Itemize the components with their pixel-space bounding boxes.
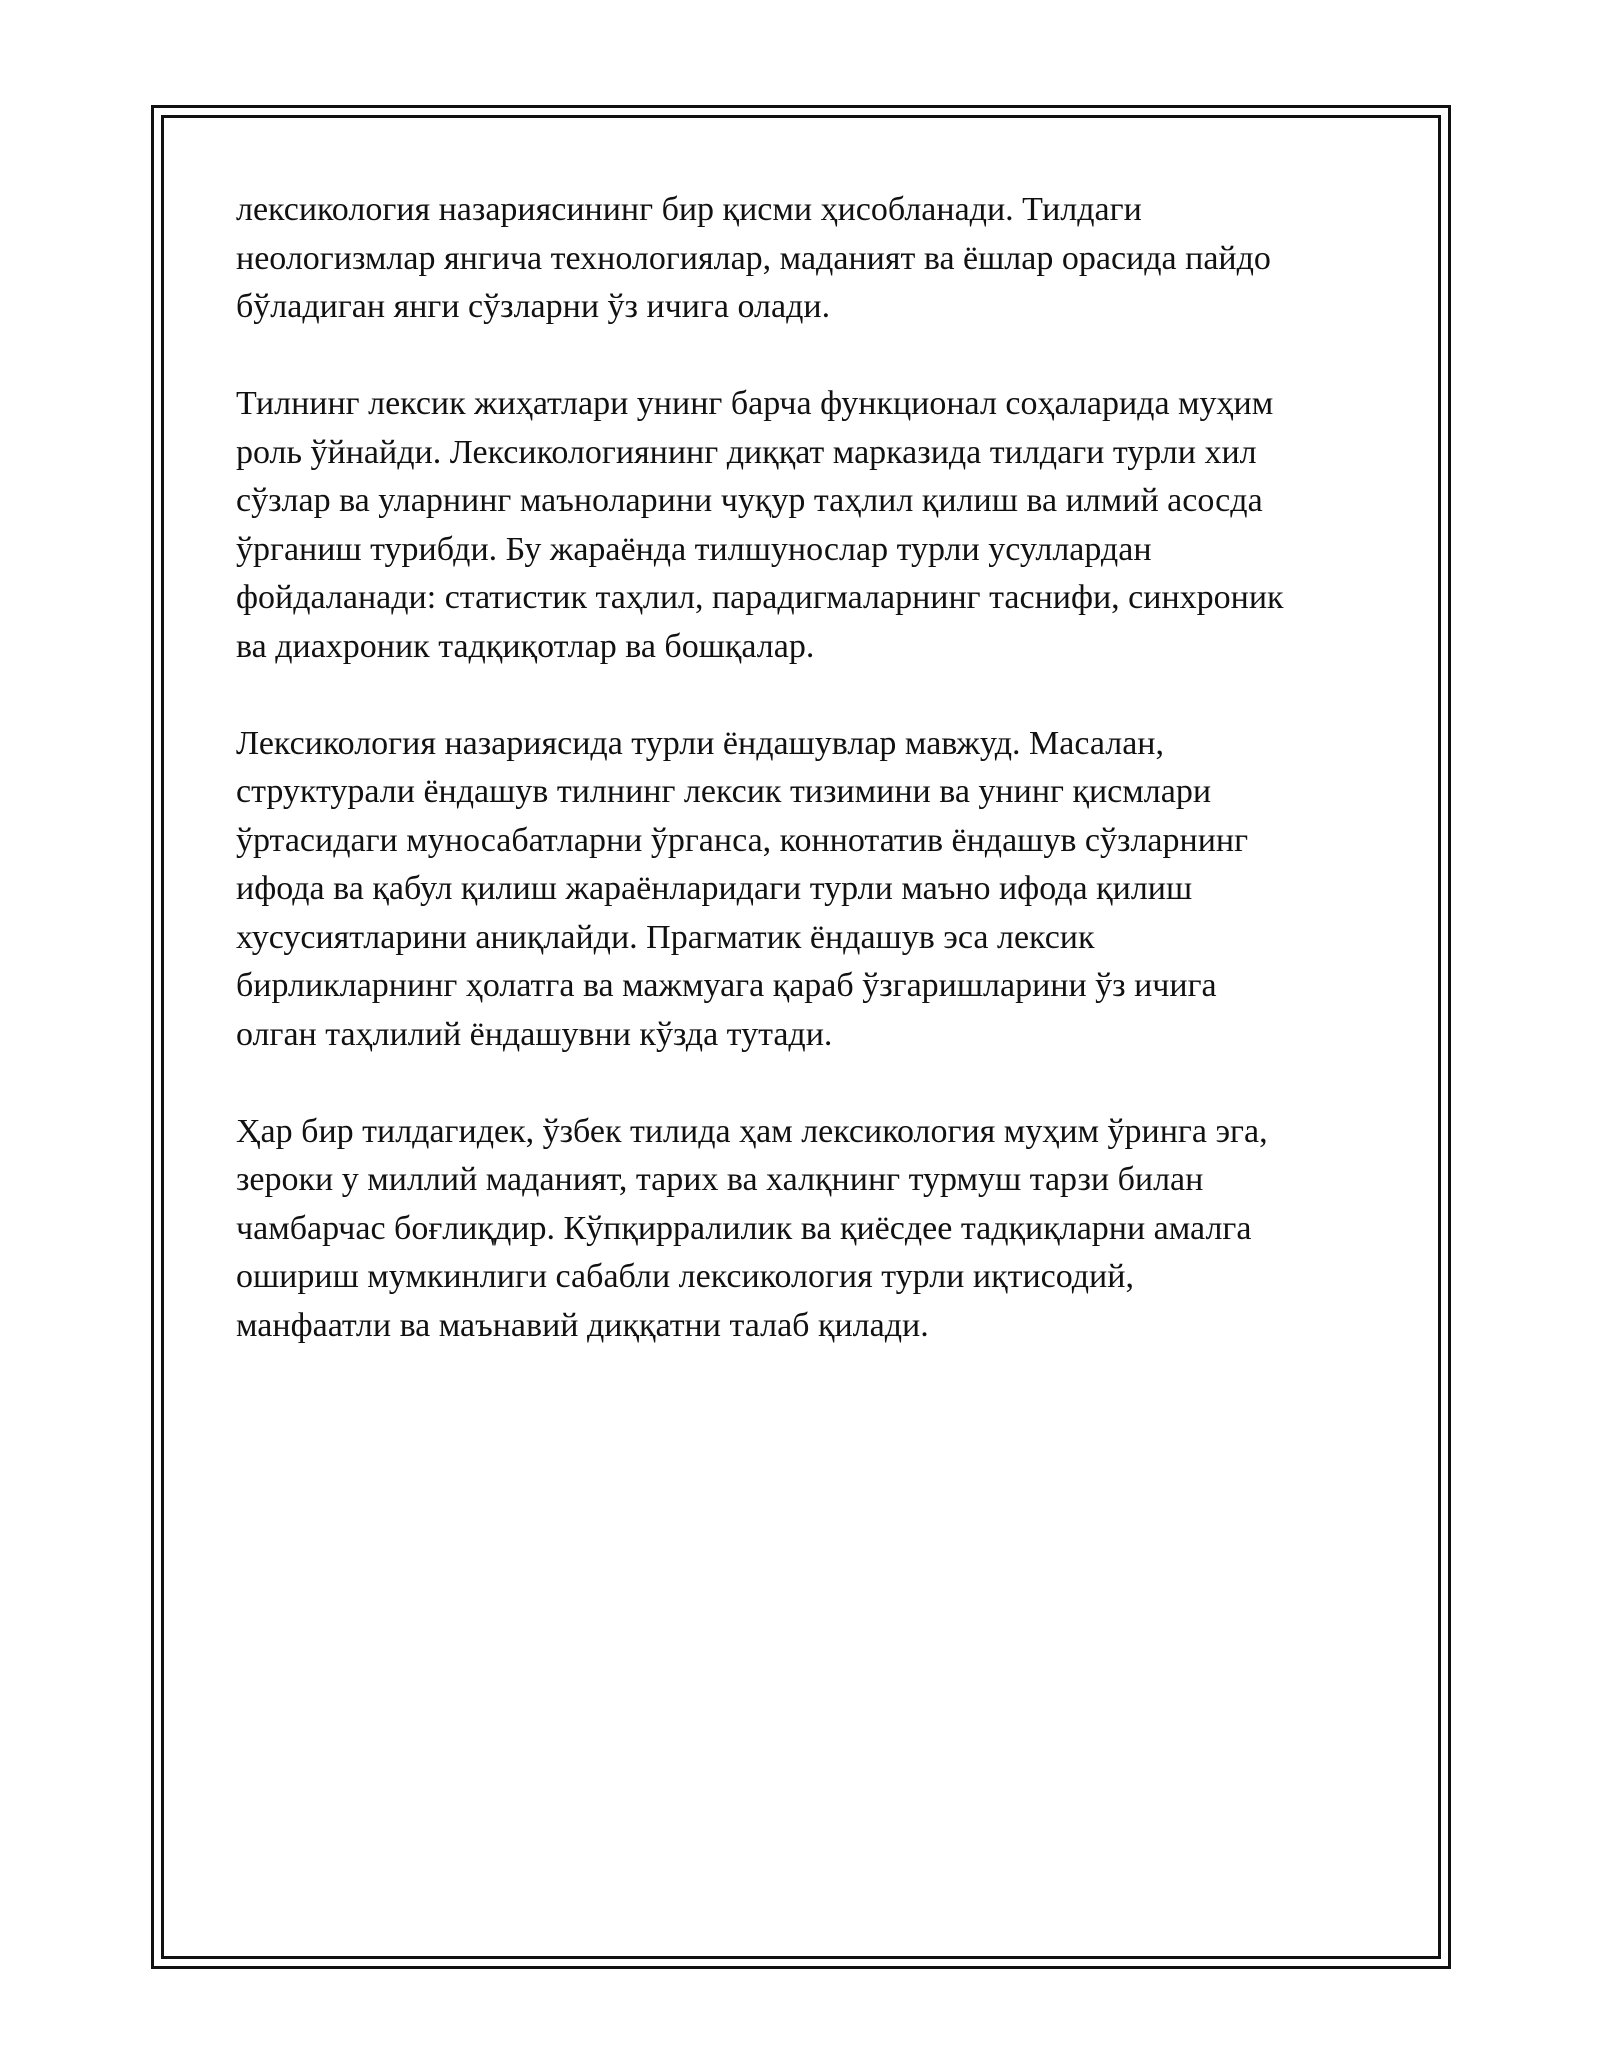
paragraph-1: лексикология назариясининг бир қисми ҳисобланади. Тилдаги неологизмлар янгича технологиялар, маданият ва ёшлар орасида пайдо бўладиган янги сўзларни ўз ичига олади. — [236, 191, 1271, 325]
paragraph-3: Лексикология назариясида турли ёндашувлар мавжуд. Масалан, структурали ёндашув тилнинг лексик тизимини ва унинг қисмлари ўртасидаги муносабатларни ўрганса, коннотатив ёндашув сўзларнинг ифода ва қабул қилиш жараёнларидаги турли маъно ифода қилиш хусусиятларини аниқлайди. Прагматик ёндашув эса лексик бирликларнинг ҳолатга ва мажмуага қараб ўзгаришларини ўз ичига олган таҳлилий ёндашувни кўзда тутади. — [236, 724, 1249, 1053]
paragraph-2: Тилнинг лексик жиҳатлари унинг барча функционал соҳаларида муҳим роль ўйнайди. Лексикологиянинг диққат марказида тилдаги турли хил сўзлар ва уларнинг маъноларини чуқур таҳлил қилиш ва илмий асосда ўрганиш турибди. Бу жараёнда тилшунослар турли усуллардан фойдаланади: статистик таҳлил, парадигмаларнинг таснифи, синхроник ва диахроник тадқиқотлар ва бошқалар. — [236, 385, 1284, 665]
page-body — [236, 186, 1396, 1399]
paragraph-4: Ҳар бир тилдагидек, ўзбек тилида ҳам лексикология муҳим ўринга эга, зероки у миллий маданият, тарих ва халқнинг турмуш тарзи билан чамбарчас боғлиқдир. Кўпқирралилик ва қиёсдее тадқиқларни амалга ошириш мумкинлиги сабабли лексикология турли иқтисодий, манфаатли ва маънавий диққатни талаб қилади. — [236, 1112, 1268, 1344]
